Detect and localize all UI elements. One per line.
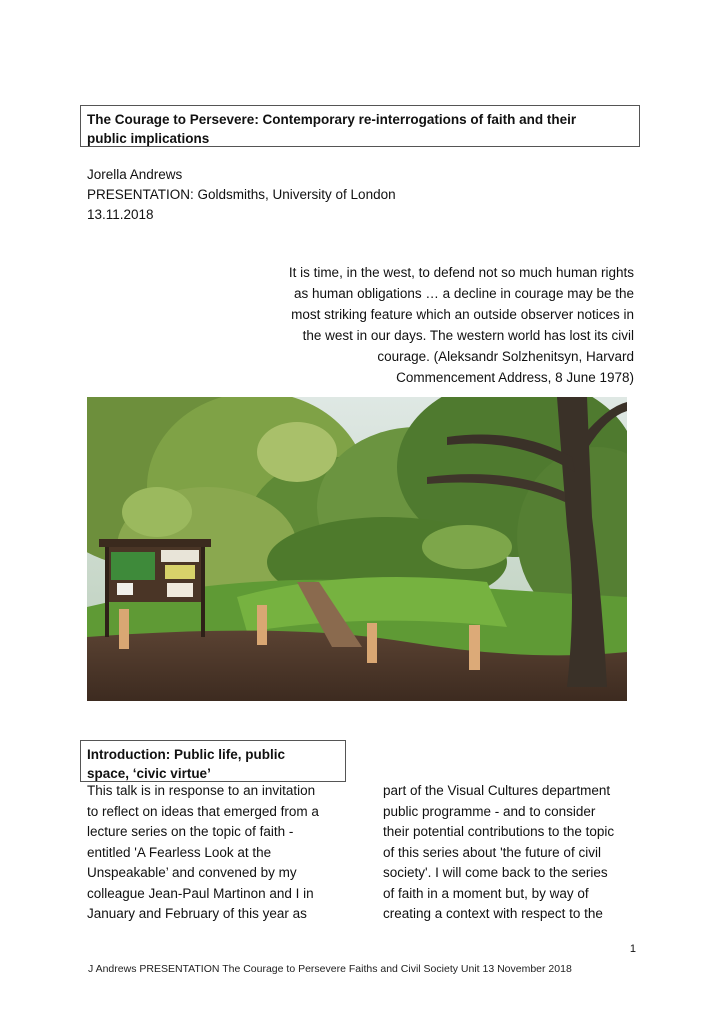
- epigraph-quote: [250, 262, 634, 388]
- quote-line: courage. (Aleksandr Solzhenitsyn, Harvard: [377, 349, 634, 364]
- quote-line: as human obligations … a decline in courage may be the: [294, 286, 634, 301]
- quote-line: the west in our days. The western world has lost its civil: [302, 328, 634, 343]
- title-line-2: public implications: [87, 131, 210, 146]
- body-line: their potential contributions to the topic: [383, 824, 615, 839]
- body-line: January and February of this year as: [87, 906, 307, 921]
- body-line: creating a context with respect to the: [383, 906, 603, 921]
- section-heading: [80, 740, 346, 782]
- page-number: 1: [629, 943, 636, 955]
- body-column-right: [383, 781, 614, 925]
- body-line: of this series about 'the future of civil: [383, 844, 601, 860]
- document-title: [80, 105, 640, 147]
- body-line: to reflect on ideas that emerged from a: [87, 803, 319, 819]
- page-footer: J Andrews PRESENTATION The Courage to Persevere Faiths and Civil Society Unit 13 November 2018: [88, 963, 572, 975]
- presentation-venue: PRESENTATION: Goldsmiths, University of London: [87, 187, 396, 202]
- body-line: society'. I will come back to the series: [383, 865, 608, 880]
- body-line: public programme - and to consider: [383, 803, 596, 819]
- body-line: This talk is in response to an invitation: [87, 783, 316, 798]
- presentation-date: 13.11.2018: [87, 207, 154, 222]
- presentation-meta: [87, 165, 396, 225]
- section-heading-line-2: space, ‘civic virtue’: [87, 766, 211, 781]
- section-heading-line-1: Introduction: Public life, public: [87, 747, 285, 762]
- body-line: entitled 'A Fearless Look at the: [87, 844, 272, 860]
- body-line: lecture series on the topic of faith -: [87, 824, 294, 839]
- woodland-path-photo: [87, 397, 627, 701]
- author-name: Jorella Andrews: [87, 167, 183, 182]
- body-line: colleague Jean-Paul Martinon and I in: [87, 885, 314, 901]
- body-line: of faith in a moment but, by way of: [383, 885, 589, 901]
- title-line-1: The Courage to Persevere: Contemporary re-interrogations of faith and their: [87, 112, 577, 127]
- body-line: part of the Visual Cultures department: [383, 783, 611, 798]
- quote-line: Commencement Address, 8 June 1978): [396, 370, 634, 385]
- body-line: Unspeakable’ and convened by my: [87, 865, 297, 880]
- quote-line: most striking feature which an outside observer notices in: [291, 307, 634, 322]
- body-column-left: [87, 781, 319, 925]
- quote-line: It is time, in the west, to defend not so much human rights: [288, 265, 634, 280]
